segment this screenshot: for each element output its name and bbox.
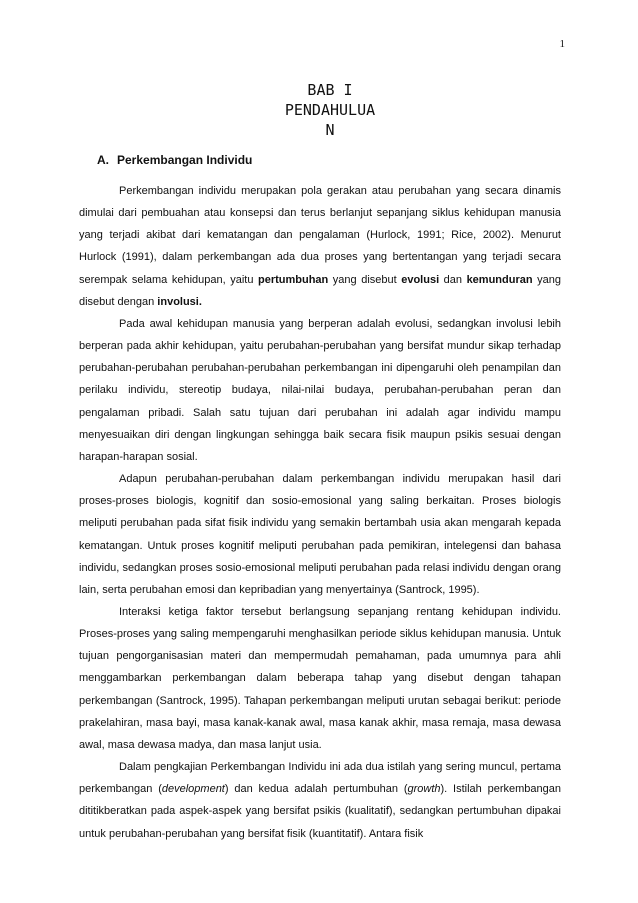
paragraph-3: Adapun perubahan-perubahan dalam perkembangan individu merupakan hasil dari proses-proses biologis, kognitif dan sosio-emosional yang saling berkaitan. Proses biologis meliputi perubahan pada sifat fisik individu yang semakin bertambah usia akan mengarah kepada kematangan. Untuk proses kognitif meliputi perubahan pada pemikiran, intelegensi dan bahasa individu, sedangkan proses sosio-emosional meliputi perubahan pada relasi individu dengan orang lain, serta perubahan emosi dan kepribadian yang menyertainya (Santrock, 1995).: [79, 473, 561, 596]
chapter-title: [200, 80, 460, 140]
section-title: Perkembangan Individu: [117, 153, 253, 167]
paragraph-5-text-a: Dalam pengkajian Perkembangan Individu ini ada dua istilah yang sering muncul, pertama perkembangan (: [79, 761, 561, 796]
paragraph-1-text-a: Perkembangan individu merupakan pola gerakan atau perubahan yang secara dinamis dimulai dari pembuahan atau konsepsi dan terus berlanjut sepanjang siklus kehidupan manusia yang terjadi akibat dari kematangan dan pengalaman (Hurlock, 1991; Rice, 2002). Menurut Hurlock (1991), dalam perkembangan ada dua proses yang bertentangan yang terjadi secara serempak selama kehidupan, yaitu: [79, 185, 561, 286]
paragraph-4: Interaksi ketiga faktor tersebut berlangsung sepanjang rentang kehidupan individu. Proses-proses yang saling mempengaruhi menghasilkan periode siklus kehidupan manusia. Untuk tujuan pengorganisasian materi dan mempermudah pemahaman, pada umumnya para ahli menggambarkan perkembangan dalam beberapa tahap yang disebut dengan tahapan perkembangan (Santrock, 1995). Tahapan perkembangan meliputi urutan sebagai berikut: periode prakelahiran, masa bayi, masa kanak-kanak awal, masa kanak akhir, masa remaja, masa dewasa awal, masa dewasa madya, dan masa lanjut usia.: [79, 605, 561, 751]
paragraph-5-text-c: ). Istilah perkembangan dititikberatkan pada aspek-aspek yang bersifat psikis (kualitatif), sedangkan pertumbuhan dipakai untuk perubahan-perubahan yang bersifat fisik (kuantitatif). Antara fisik: [79, 783, 561, 840]
paragraph-1-text-e: yang disebut dengan: [79, 273, 561, 308]
body-text: [79, 180, 561, 845]
chapter-name-line1: PENDAHULUA: [284, 101, 376, 119]
paragraph-1-text-d: dan: [439, 273, 467, 286]
section-heading: [97, 153, 252, 167]
paragraph-1: [79, 180, 561, 313]
term-evolusi: evolusi: [401, 273, 440, 286]
paragraph-5: [79, 756, 561, 845]
chapter-number: BAB I: [307, 81, 353, 99]
chapter-name-line2: N: [325, 121, 335, 139]
term-growth: growth: [407, 783, 441, 796]
paragraph-1-text-c: yang disebut: [328, 273, 402, 286]
paragraph-5-text-b: ) dan kedua adalah pertumbuhan (: [224, 783, 408, 796]
section-letter: A.: [97, 153, 109, 167]
term-pertumbuhan: pertumbuhan: [257, 273, 329, 286]
term-development: development: [161, 783, 225, 796]
term-kemunduran: kemunduran: [466, 273, 533, 286]
term-involusi: involusi.: [157, 295, 202, 308]
page-number: 1: [559, 38, 565, 50]
paragraph-2: Pada awal kehidupan manusia yang berperan adalah evolusi, sedangkan involusi lebih berperan pada akhir kehidupan, yaitu perubahan-perubahan yang bersifat mundur sikap terhadap perubahan-perubahan perubahan-perubahan perkembangan ini dipengaruhi oleh penampilan dan perilaku individu, stereotip budaya, nilai-nilai budaya, perubahan-perubahan peran dan pengalaman pribadi. Salah satu tujuan dari perubahan ini adalah agar individu mampu menyesuaikan diri dengan lingkungan sehingga baik secara fisik maupun psikis sesuai dengan harapan-harapan sosial.: [79, 317, 561, 463]
